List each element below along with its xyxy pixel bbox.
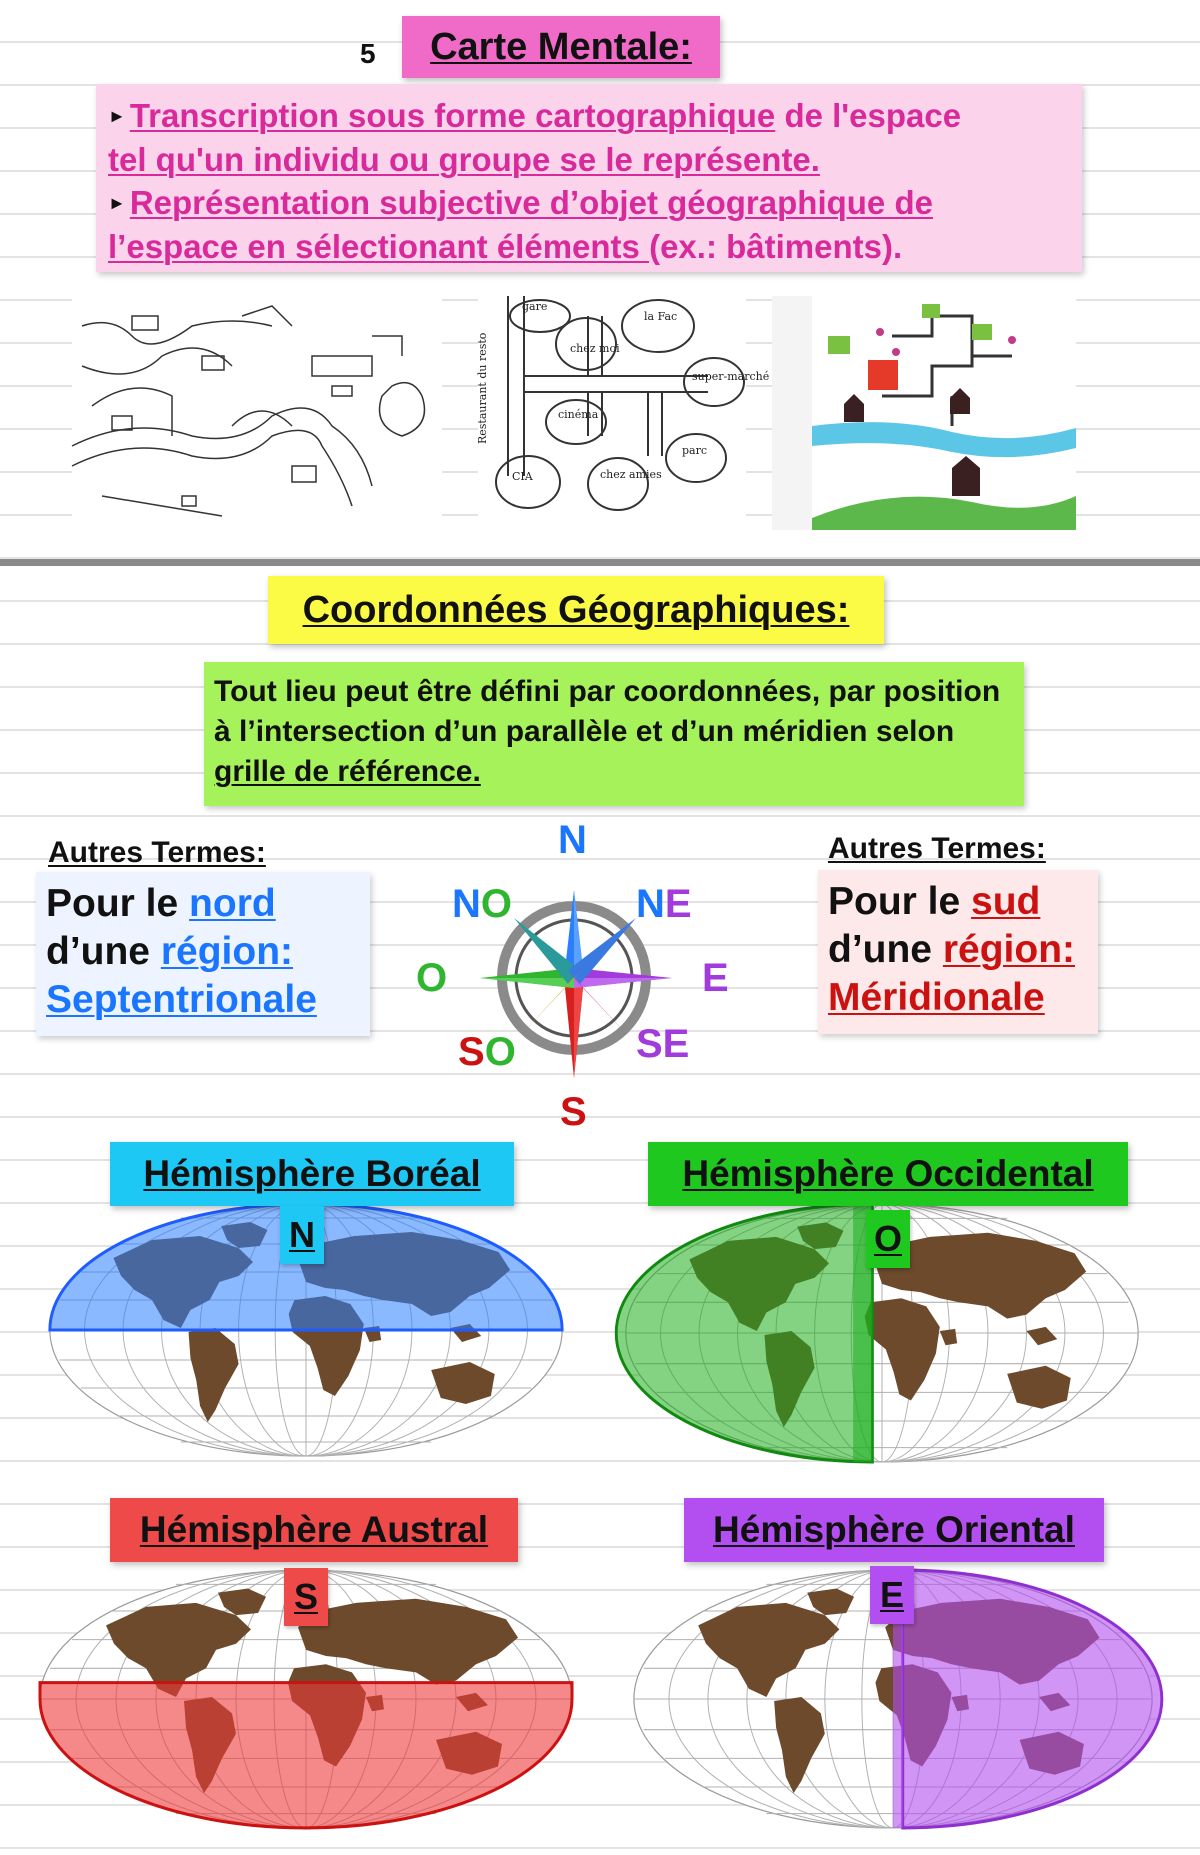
terms-nord-text-2a: d’une	[46, 930, 161, 973]
terms-sud-line-1	[828, 878, 1088, 926]
sketch-map-drawing-3	[772, 296, 1076, 530]
compass-label-ne-n: N	[636, 882, 665, 926]
terms-sud-text-1a: Pour le	[828, 880, 972, 923]
terms-sud-line-3	[828, 974, 1088, 1022]
hemisphere-oriental-letter-text: E	[879, 1574, 904, 1615]
coordonnees-text-underlined: grille de référence.	[214, 755, 481, 788]
sketch-label-fac: la Fac	[644, 310, 678, 323]
definition-text-3: Représentation subjective d’objet géographique de	[129, 184, 933, 221]
compass-label-ne	[636, 882, 692, 927]
compass-label-so-o: O	[484, 1030, 516, 1074]
terms-sud-text-2a: d’une	[828, 928, 943, 971]
compass-label-se: SE	[636, 1022, 690, 1066]
hemisphere-occidental-title	[648, 1142, 1128, 1206]
hemisphere-boreal-title	[110, 1142, 514, 1206]
hemisphere-boreal-letter	[280, 1206, 324, 1264]
terms-box-nord	[36, 872, 370, 1036]
autres-termes-right-text: Autres Termes:	[828, 832, 1046, 865]
terms-nord-keyword: nord	[189, 882, 276, 925]
compass-label-no	[452, 882, 512, 927]
definition-text-1b: de l'espace	[775, 97, 962, 134]
sketch-label-parc: parc	[682, 444, 708, 457]
sketch-label-supermarche: super-marché	[692, 370, 770, 383]
hemisphere-austral-letter	[284, 1568, 328, 1626]
hemisphere-austral-title-text: Hémisphère Austral	[139, 1509, 489, 1550]
terms-meridionale: Méridionale	[828, 976, 1045, 1019]
terms-nord-text-2b: région:	[160, 930, 294, 973]
autres-termes-left-heading	[48, 836, 266, 870]
definition-text-2: tel qu'un individu ou groupe se le représente.	[108, 141, 820, 178]
title-carte-mentale-text: Carte Mentale:	[430, 26, 692, 68]
section-divider	[0, 559, 1200, 566]
autres-termes-left-text: Autres Termes:	[48, 836, 266, 869]
compass-label-ne-e: E	[664, 882, 692, 926]
terms-septentrionale: Septentrionale	[46, 978, 317, 1021]
compass-label-no-o: O	[480, 882, 513, 926]
sketch-label-restaurant: Restaurant du resto	[476, 332, 489, 444]
sketch-label-cinema: cinéma	[558, 408, 599, 421]
terms-nord-line-3	[46, 976, 360, 1024]
hemisphere-oriental-letter	[870, 1566, 914, 1624]
terms-nord-line-1	[46, 880, 360, 928]
coordonnees-definition-box	[204, 662, 1024, 806]
compass-label-n: N	[558, 818, 587, 862]
terms-sud-line-2	[828, 926, 1088, 974]
compass-label-e: E	[702, 956, 729, 1000]
hemisphere-occidental-letter-text: O	[873, 1218, 902, 1259]
sketch-label-chez-moi: chez moi	[570, 342, 620, 355]
compass-label-so-s: S	[458, 1030, 485, 1074]
definition-line-3	[108, 181, 1070, 225]
definition-line-1	[108, 94, 1070, 138]
definition-text-1a: Transcription sous forme cartographique	[129, 97, 776, 134]
hemisphere-oriental-title-text: Hémisphère Oriental	[713, 1509, 1075, 1550]
terms-box-sud	[818, 870, 1098, 1034]
definition-line-2	[108, 138, 1070, 181]
hemisphere-austral-title	[110, 1498, 518, 1562]
compass-label-s: S	[560, 1090, 587, 1134]
page-number: 5	[360, 38, 376, 69]
hemisphere-occidental-letter	[866, 1210, 910, 1268]
hemisphere-austral-letter-text: S	[293, 1576, 318, 1617]
hemisphere-boreal-title-text: Hémisphère Boréal	[143, 1153, 481, 1194]
sketch-map-image-2	[476, 296, 770, 530]
autres-termes-right-heading	[828, 832, 1046, 866]
title-carte-mentale	[402, 16, 720, 78]
compass-rose	[416, 818, 729, 1138]
definition-text-4a: l’espace en sélectionant éléments	[108, 228, 650, 265]
coordonnees-text: Tout lieu peut être défini par coordonnées, par position à l’intersection d’un parallèle et d’un méridien selon	[214, 675, 1001, 748]
compass-label-so	[458, 1030, 516, 1075]
bullet-triangle-icon: ►	[108, 106, 126, 126]
sketch-map-drawing-2	[476, 296, 770, 530]
compass-label-o: O	[416, 956, 448, 1000]
hemisphere-occidental-title-text: Hémisphère Occidental	[682, 1153, 1094, 1194]
hemisphere-boreal-letter-text: N	[289, 1214, 315, 1255]
title-coordonnees	[268, 576, 884, 644]
bullet-triangle-icon: ►	[108, 193, 126, 213]
sketch-label-cia: CIA	[512, 470, 533, 483]
hemisphere-oriental-title	[684, 1498, 1104, 1562]
terms-nord-text-1a: Pour le	[46, 882, 190, 925]
terms-nord-line-2	[46, 928, 360, 976]
terms-sud-keyword: sud	[971, 880, 1041, 923]
sketch-map-image-3	[772, 296, 1076, 530]
definition-box	[96, 84, 1082, 272]
sketch-map-drawing-1	[72, 296, 442, 530]
title-coordonnees-text: Coordonnées Géographiques:	[302, 589, 850, 631]
compass-label-no-n: N	[452, 882, 481, 926]
sketch-label-gare: gare	[522, 300, 548, 313]
sketch-label-chez-amies: chez amies	[600, 468, 662, 481]
definition-text-4b: (ex.: bâtiments).	[649, 228, 903, 265]
definition-line-4	[108, 225, 1070, 268]
sketch-map-image-1	[72, 296, 442, 530]
terms-sud-text-2b: région:	[942, 928, 1076, 971]
